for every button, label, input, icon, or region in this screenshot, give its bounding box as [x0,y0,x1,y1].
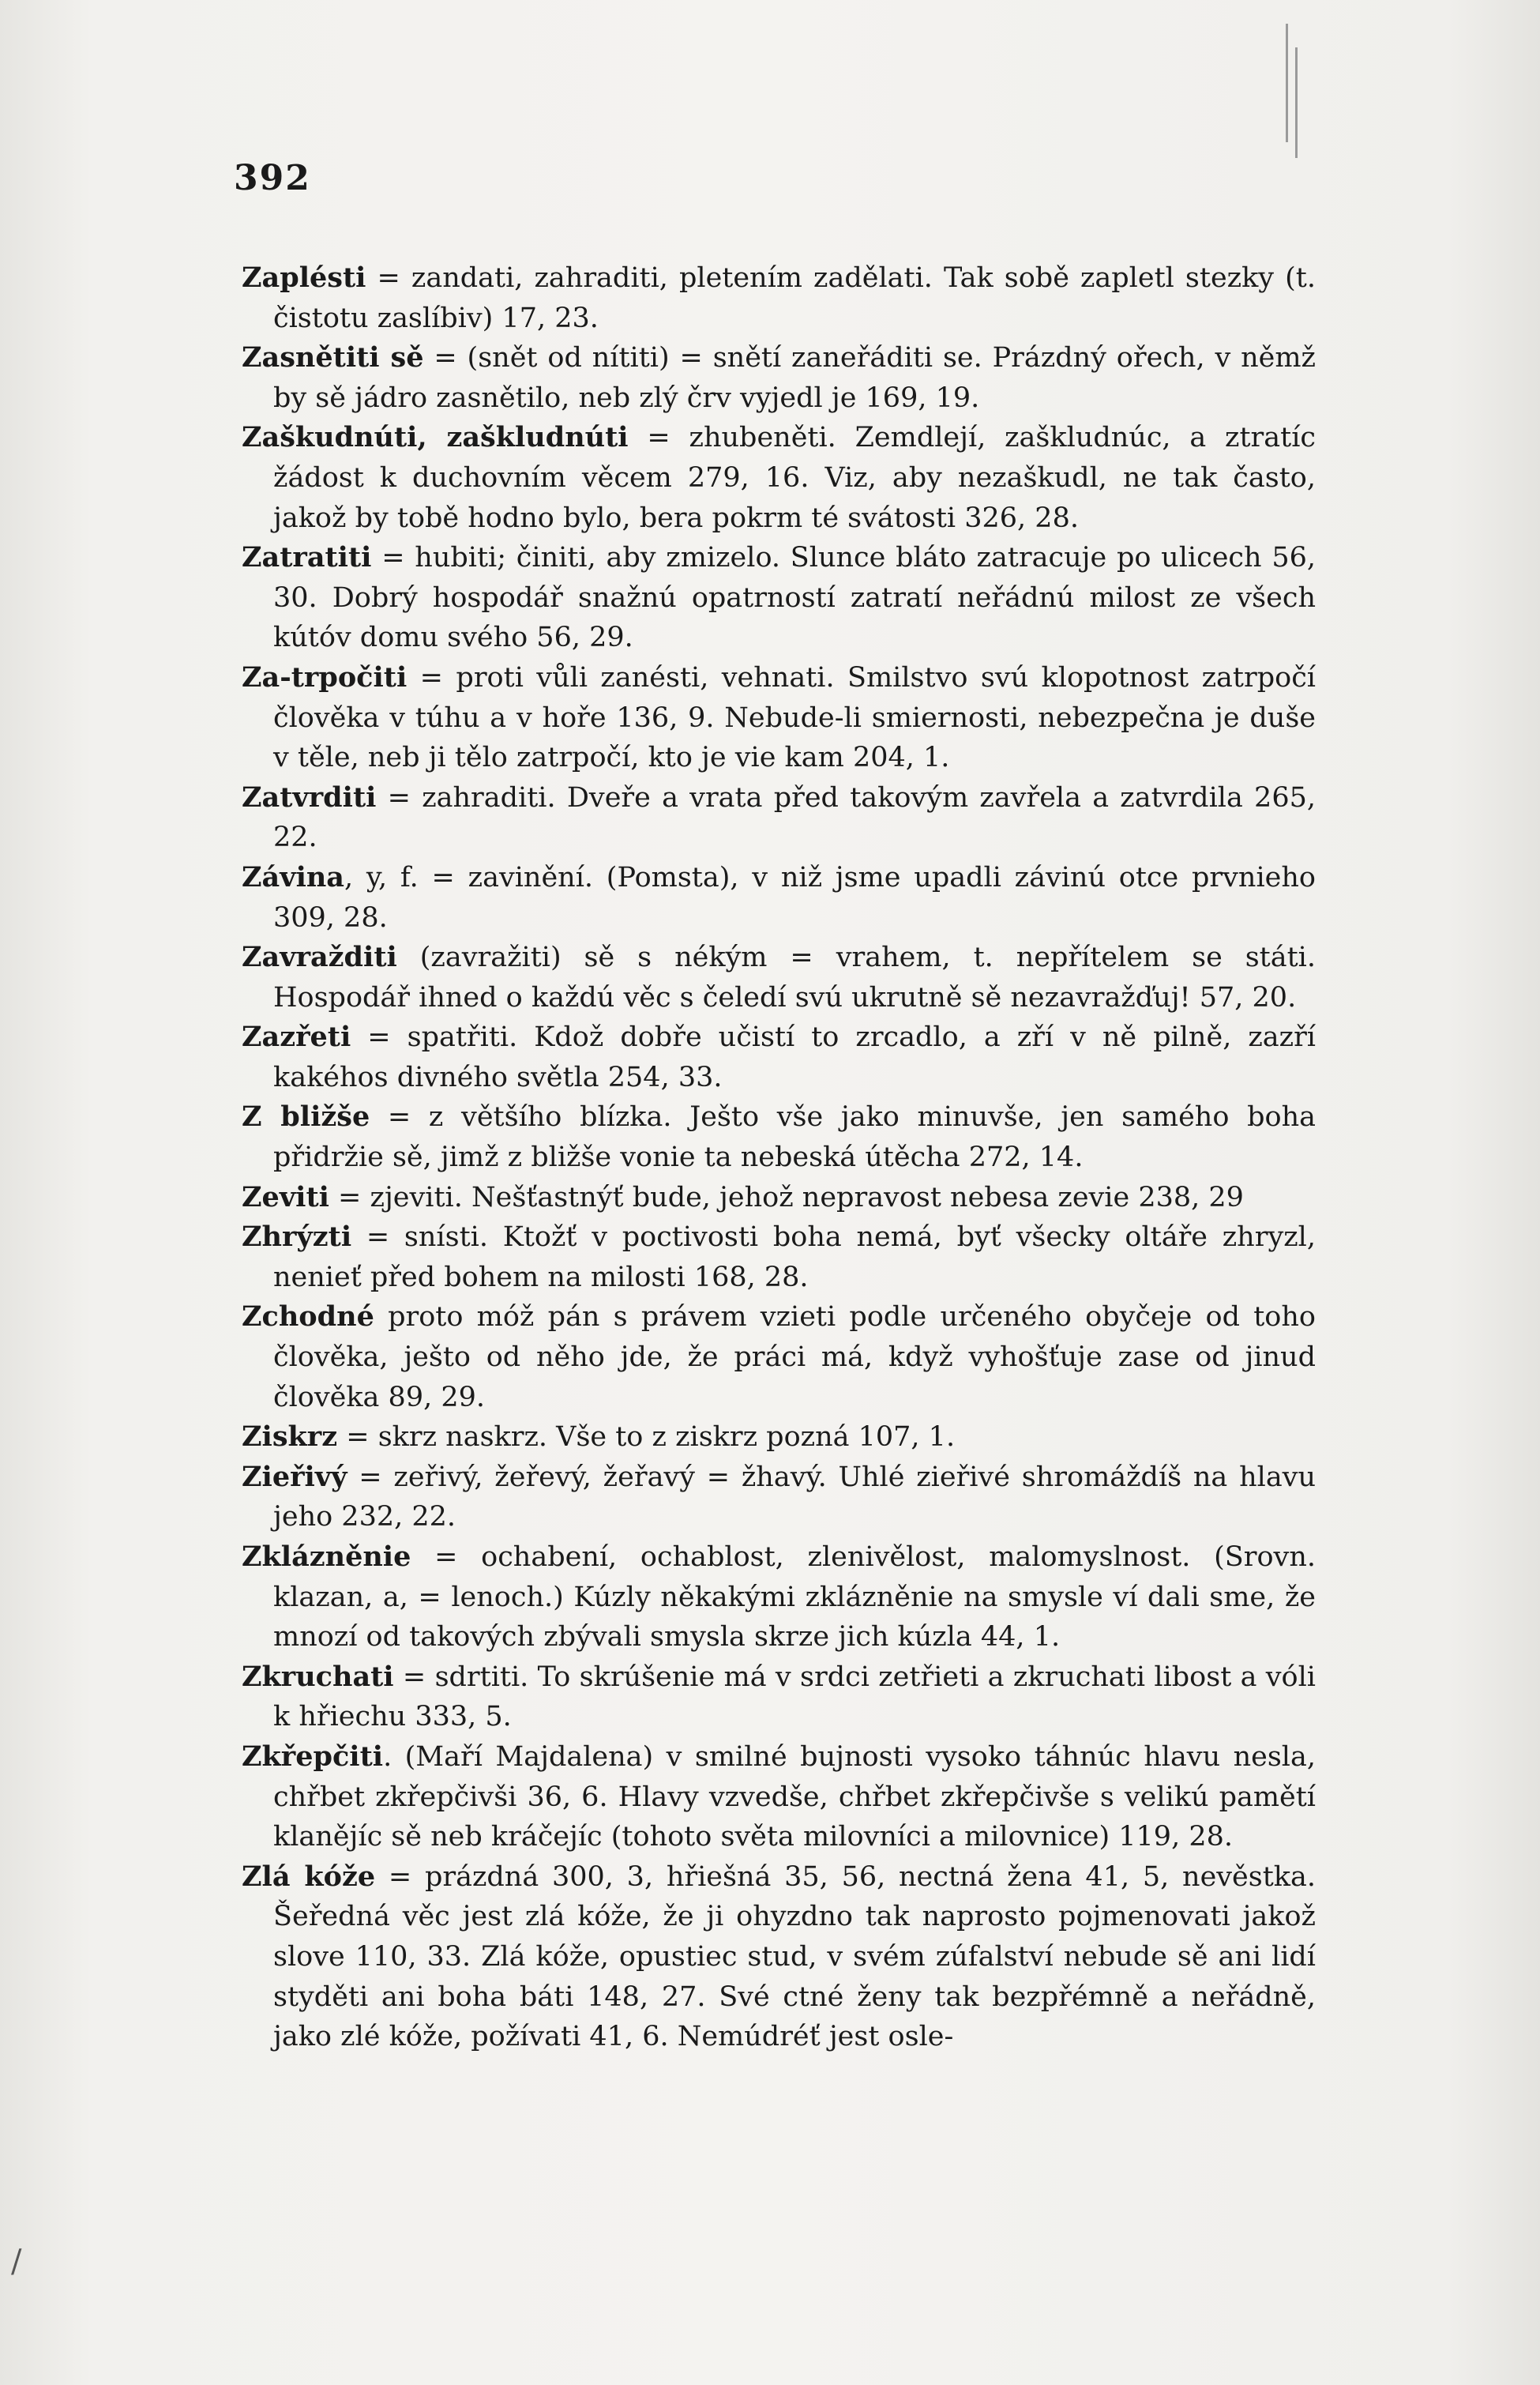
glossary-entry [242,1657,1316,1737]
definition: . (Maří Majdalena) v smilné bujnosti vysoko táhnúc hlavu nesla, chřbet zkřepčivši 36, 6. Hlavy vzvedše, chřbet zkřepčivše s velikú pamětí klanějíc sě neb kráčejíc (tohoto světa milovníci a milovnice) 119, 28. [273,1740,1316,1853]
definition: = zjeviti. Nešťastnýť bude, jehož nepravost nebesa zevie 238, 29 [329,1181,1244,1213]
headword: Zazřeti [242,1021,351,1054]
definition: = skrz naskrz. Vše to z ziskrz pozná 107, 1. [337,1421,956,1454]
glossary-entry [242,1537,1316,1657]
glossary-entry [242,938,1316,1018]
headword: Z bližše [242,1100,370,1134]
definition: = ochabení, ochablost, zlenivělost, malomyslnost. (Srovn. klazan, a, = lenoch.) Kúzly někakými zklázněnie na smysle ví dali sme, že mnozí od takových zbývali smysla skrze jich kúzla 44, 1. [273,1541,1316,1653]
definition: = spatřiti. Kdož dobře učistí to zrcadlo, a zří v ně pilně, zazří kakéhos divného světla 254, 33. [273,1021,1316,1093]
headword: Za-trpočiti [242,660,408,694]
glossary-entry [242,418,1316,538]
definition: = zahraditi. Dveře a vrata před takovým zavřela a zatvrdila 265, 22. [273,781,1316,854]
definition: , y, f. = zavinění. (Pomsta), v niž jsme upadli závinú otce prvnieho 309, 28. [273,861,1316,934]
headword: Zkruchati [242,1660,394,1693]
headword: Zaplésti [242,261,366,294]
scan-edge-mark [1286,24,1288,142]
definition: = snísti. Ktožť v poctivosti boha nemá, byť všecky oltáře zhryzl, nenieť před bohem na milosti 168, 28. [273,1221,1316,1293]
headword: Zklázněnie [242,1540,411,1573]
glossary-entry [242,1018,1316,1097]
glossary-entries [242,258,1316,2057]
glossary-entry [242,1097,1316,1177]
glossary-entry [242,1178,1316,1218]
headword: Zeviti [242,1180,329,1213]
headword: Ziskrz [242,1420,338,1454]
margin-stray-mark: / [11,2244,22,2280]
headword: Zasnětiti sě [242,341,424,374]
glossary-entry [242,858,1316,938]
glossary-entry [242,778,1316,858]
definition: = proti vůli zanésti, vehnati. Smilstvo svú klopotnost zatrpočí člověka v túhu a v hoře 136, 9. Nebude-li smiernosti, nebezpečna je duše v těle, neb ji tělo zatrpočí, kto je vie kam 204, 1. [273,661,1316,774]
glossary-entry [242,538,1316,658]
glossary-entry [242,1458,1316,1537]
glossary-entry [242,1857,1316,2057]
definition: = zeřivý, žeřevý, žeřavý = žhavý. Uhlé zieřivé shromáždíš na hlavu jeho 232, 22. [273,1461,1316,1533]
definition: (zavražiti) sě s nékým = vrahem, t. nepřítelem se státi. Hospodář ihned o každú věc s čeledí svú ukrutně sě nezavražďuj! 57, 20. [273,942,1316,1014]
definition: = hubiti; činiti, aby zmizelo. Slunce bláto zatracuje po ulicech 56, 30. Dobrý hospodář snažnú opatrností zatratí neřádnú milost ze všech kútóv domu svého 56, 29. [273,542,1316,654]
headword: Zaškudnúti, zaškludnúti [242,421,629,454]
definition: = sdrtiti. To skrúšenie má v srdci zetřieti a zkruchati libost a vóli k hřiechu 333, 5. [273,1661,1316,1733]
headword: Zkřepčiti [242,1740,384,1773]
definition: = zhubeněti. Zemdlejí, zaškludnúc, a ztratíc žádost k duchovním věcem 279, 16. Viz, aby nezaškudl, ne tak často, jakož by tobě hodno bylo, bera pokrm té svátosti 326, 28. [273,422,1316,534]
headword: Zlá kóže [242,1860,376,1893]
definition: = zandati, zahraditi, pletením zadělati. Tak sobě zapletl stezky (t. čistotu zaslíbiv) 17, 23. [273,262,1316,334]
page-number: 392 [234,158,311,198]
glossary-entry [242,658,1316,778]
glossary-entry [242,1217,1316,1297]
scan-edge-mark [1295,47,1298,158]
headword: Zieřivý [242,1460,347,1493]
glossary-entry [242,1417,1316,1458]
headword: Zhrýzti [242,1221,352,1254]
headword: Závina [242,860,344,893]
headword: Zavražditi [242,941,397,974]
headword: Zatvrditi [242,781,377,814]
glossary-entry [242,338,1316,418]
definition: proto móž pán s právem vzieti podle určeného obyčeje od toho člověka, ješto od něho jde, že práci má, když vyhošťuje zase od jinud člověka 89, 29. [273,1301,1316,1413]
definition: = (snět od nítiti) = snětí zaneřáditi se. Prázdný ořech, v němž by sě jádro zasnětilo, neb zlý črv vyjedl je 169, 19. [273,342,1316,414]
headword: Zchodné [242,1300,374,1334]
definition: = z většího blízka. Ješto vše jako minuvše, jen samého boha přidržie sě, jimž z bližše vonie ta nebeská útěcha 272, 14. [273,1101,1316,1174]
definition: = prázdná 300, 3, hřiešná 35, 56, nectná žena 41, 5, nevěstka. Šeředná věc jest zlá kóže, že ji ohyzdno tak naprosto pojmenovati jakož slove 110, 33. Zlá kóže, opustiec stud, v svém zúfalství nebude sě ani lidí styděti ani boha báti 148, 27. Své ctné ženy tak bezpřémně a neřádně, jako zlé kóže, požívati 41, 6. Nemúdréť jest osle- [273,1860,1316,2053]
headword: Zatratiti [242,541,372,574]
glossary-entry [242,258,1316,338]
glossary-entry [242,1297,1316,1417]
glossary-entry [242,1737,1316,1857]
